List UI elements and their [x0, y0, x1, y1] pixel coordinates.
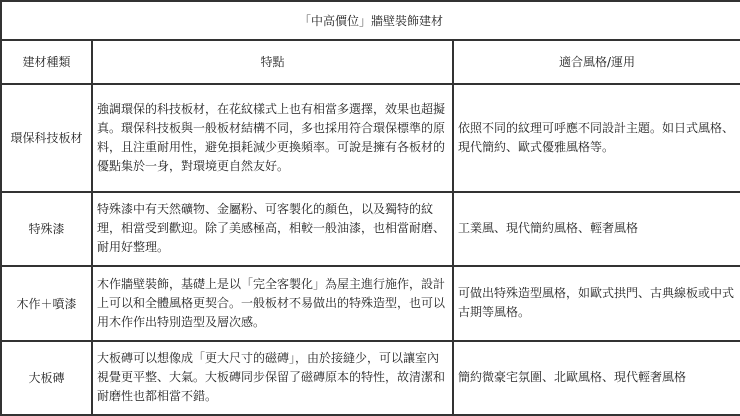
material-style: 可做出特殊造型風格，如歐式拱門、古典線板或中式古期等風格。: [453, 266, 740, 341]
table-title: 「中高價位」牆壁裝飾建材: [1, 1, 740, 40]
material-features: 特殊漆中有天然礦物、金屬粉、可客製化的顏色，以及獨特的紋理，相當受到歡迎。除了美感極高，相較一般油漆，也相當耐磨、耐用好整理。: [92, 192, 453, 266]
table-row: [1, 341, 740, 415]
material-style: 簡約微豪宅氛圍、北歐風格、現代輕奢風格: [453, 341, 740, 415]
table-row: [1, 192, 740, 266]
material-style: 依照不同的紋理可呼應不同設計主題。如日式風格、現代簡約、歐式優雅風格等。: [453, 84, 740, 192]
material-type: 木作＋噴漆: [1, 266, 92, 341]
material-features: 強調環保的科技板材，在花紋樣式上也有相當多選擇，效果也超擬真。環保科技板與一般板材結構不同，多也採用符合環保標準的原料，且注重耐用性，避免損耗減少更換頻率。可說是擁有各板材的優點集於一身，對環境更自然友好。: [92, 84, 453, 192]
header-material-type: 建材種類: [1, 40, 92, 85]
header-suitable-style: 適合風格/運用: [453, 40, 740, 85]
material-features: 木作牆壁裝飾，基礎上是以「完全客製化」為屋主進行施作，設計上可以和全體風格更契合。一般板材不易做出的特殊造型，也可以用木作作出特別造型及層次感。: [92, 266, 453, 341]
table-row: [1, 84, 740, 192]
material-type: 環保科技板材: [1, 84, 92, 192]
header-row: [1, 40, 740, 85]
material-type: 特殊漆: [1, 192, 92, 266]
material-style: 工業風、現代簡約風格、輕奢風格: [453, 192, 740, 266]
material-type: 大板磚: [1, 341, 92, 415]
table-row: [1, 266, 740, 341]
material-features: 大板磚可以想像成「更大尺寸的磁磚」，由於接縫少，可以讓室內視覺更平整、大氣。大板磚同步保留了磁磚原本的特性，故清潔和耐磨性也都相當不錯。: [92, 341, 453, 415]
title-row: [1, 1, 740, 40]
header-features: 特點: [92, 40, 453, 85]
